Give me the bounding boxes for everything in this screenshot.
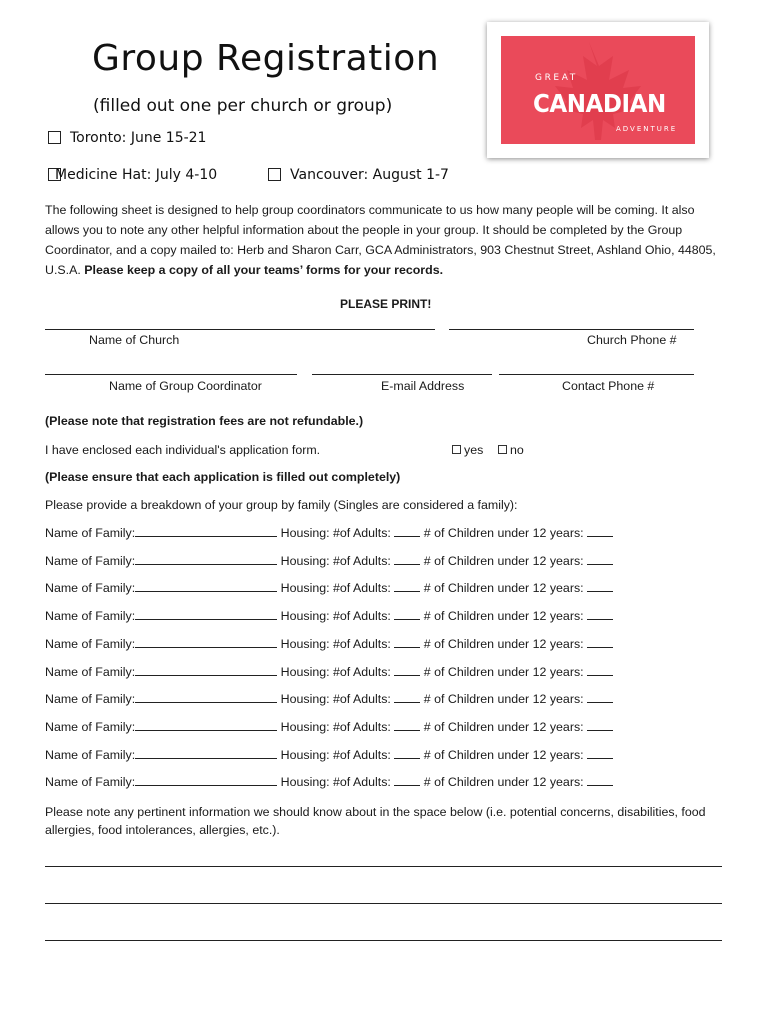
children-label: # of Children under 12 years:	[423, 526, 584, 540]
intro-bold-note: Please keep a copy of all your teams’ forms for your records.	[84, 263, 444, 277]
yes-label: yes	[464, 443, 484, 457]
no-label: no	[510, 443, 524, 457]
children-label: # of Children under 12 years:	[423, 692, 584, 707]
housing-adults-label: Housing: #of Adults:	[280, 747, 391, 762]
checkbox-toronto[interactable]	[48, 131, 61, 144]
email-label: E-mail Address	[381, 379, 465, 393]
children-label: # of Children under 12 years:	[423, 553, 584, 568]
family-name-label: Name of Family:	[45, 664, 136, 679]
adults-count-field[interactable]	[394, 609, 420, 620]
enclosed-question: I have enclosed each individual's application form.	[45, 443, 321, 457]
family-name-field[interactable]	[135, 581, 277, 592]
family-name-field[interactable]	[135, 720, 277, 731]
family-name-label: Name of Family:	[45, 553, 136, 568]
family-row	[45, 554, 613, 568]
children-label: # of Children under 12 years:	[423, 581, 584, 596]
housing-adults-label: Housing: #of Adults:	[280, 553, 391, 568]
family-name-label: Name of Family:	[45, 747, 136, 762]
enclosed-yes-option[interactable]	[452, 443, 483, 457]
family-name-field[interactable]	[135, 775, 277, 786]
logo-text-adventure: ADVENTURE	[616, 125, 678, 133]
great-canadian-adventure-logo	[487, 22, 709, 158]
housing-adults-label: Housing: #of Adults:	[280, 719, 391, 734]
logo-background	[501, 36, 695, 144]
location-option-medicine-hat[interactable]	[48, 167, 217, 183]
children-count-field[interactable]	[587, 609, 613, 620]
family-name-label: Name of Family:	[45, 526, 136, 540]
checkbox-vancouver[interactable]	[268, 168, 281, 181]
notes-line-3[interactable]	[45, 940, 722, 941]
children-label: # of Children under 12 years:	[423, 747, 584, 762]
church-name-label: Name of Church	[89, 333, 180, 347]
adults-count-field[interactable]	[394, 748, 420, 759]
family-name-label: Name of Family:	[45, 719, 136, 734]
adults-count-field[interactable]	[394, 581, 420, 592]
adults-count-field[interactable]	[394, 775, 420, 786]
family-name-field[interactable]	[135, 554, 277, 565]
family-row	[45, 637, 613, 651]
children-label: # of Children under 12 years:	[423, 719, 584, 734]
church-phone-field[interactable]	[449, 329, 694, 330]
church-name-field[interactable]	[45, 329, 435, 330]
family-row	[45, 581, 613, 595]
family-name-label: Name of Family:	[45, 692, 136, 707]
family-row	[45, 748, 613, 762]
family-name-field[interactable]	[135, 748, 277, 759]
notes-prompt: Please note any pertinent information we should know about in the space below (i.e. potential concerns, disabilities, food allergies, food intolerances, allergies, etc.).	[45, 805, 706, 837]
family-row	[45, 720, 613, 734]
checkbox-yes[interactable]	[452, 445, 461, 454]
adults-count-field[interactable]	[394, 526, 420, 537]
intro-paragraph	[45, 200, 725, 280]
family-name-label: Name of Family:	[45, 775, 136, 790]
family-name-label: Name of Family:	[45, 609, 136, 624]
contact-phone-label: Contact Phone #	[562, 379, 655, 393]
notes-line-1[interactable]	[45, 866, 722, 867]
housing-adults-label: Housing: #of Adults:	[280, 692, 391, 707]
page-subtitle: (filled out one per church or group)	[93, 96, 393, 116]
church-phone-label: Church Phone #	[587, 333, 677, 347]
housing-adults-label: Housing: #of Adults:	[280, 526, 391, 540]
family-name-label: Name of Family:	[45, 636, 136, 651]
logo-text-great: GREAT	[535, 73, 578, 83]
children-count-field[interactable]	[587, 526, 613, 537]
location-option-vancouver[interactable]	[268, 167, 449, 183]
family-name-field[interactable]	[135, 665, 277, 676]
location-option-toronto[interactable]	[48, 130, 206, 146]
family-row	[45, 526, 613, 540]
complete-note: (Please ensure that each application is filled out completely)	[45, 470, 401, 484]
email-field[interactable]	[312, 374, 492, 375]
children-count-field[interactable]	[587, 581, 613, 592]
breakdown-prompt: Please provide a breakdown of your group by family (Singles are considered a family):	[45, 498, 518, 512]
fee-note: (Please note that registration fees are not refundable.)	[45, 414, 364, 428]
adults-count-field[interactable]	[394, 554, 420, 565]
please-print-notice: PLEASE PRINT!	[340, 297, 432, 311]
children-count-field[interactable]	[587, 720, 613, 731]
children-count-field[interactable]	[587, 692, 613, 703]
page-title: Group Registration	[92, 38, 440, 79]
housing-adults-label: Housing: #of Adults:	[280, 609, 391, 624]
children-label: # of Children under 12 years:	[423, 775, 584, 790]
logo-text-canadian: CANADIAN	[533, 89, 666, 118]
family-name-label: Name of Family:	[45, 581, 136, 596]
location-label-toronto: Toronto: June 15-21	[70, 130, 207, 146]
children-count-field[interactable]	[587, 775, 613, 786]
family-row	[45, 665, 613, 679]
children-label: # of Children under 12 years:	[423, 609, 584, 624]
family-name-field[interactable]	[135, 692, 277, 703]
children-count-field[interactable]	[587, 665, 613, 676]
enclosed-no-option[interactable]	[498, 443, 524, 457]
adults-count-field[interactable]	[394, 637, 420, 648]
children-label: # of Children under 12 years:	[423, 664, 584, 679]
family-row	[45, 609, 613, 623]
children-count-field[interactable]	[587, 554, 613, 565]
children-label: # of Children under 12 years:	[423, 636, 584, 651]
coordinator-name-label: Name of Group Coordinator	[109, 379, 262, 393]
family-name-field[interactable]	[135, 637, 277, 648]
family-name-field[interactable]	[135, 526, 277, 537]
adults-count-field[interactable]	[394, 665, 420, 676]
intro-text: The following sheet is designed to help group coordinators communicate to us how many people will be coming. It also allows you to note any other helpful information about the people in your group. It should be completed by the Group Coordinator, and a copy mailed to: Herb and Sharon Carr, GCA Administrators, 903 Chestnut Street, Ashland Ohio, 44805, U.S.A.	[45, 203, 716, 277]
checkbox-no[interactable]	[498, 445, 507, 454]
children-count-field[interactable]	[587, 637, 613, 648]
adults-count-field[interactable]	[394, 720, 420, 731]
contact-phone-field[interactable]	[499, 374, 694, 375]
coordinator-name-field[interactable]	[45, 374, 297, 375]
housing-adults-label: Housing: #of Adults:	[280, 664, 391, 679]
family-row	[45, 692, 613, 706]
housing-adults-label: Housing: #of Adults:	[280, 581, 391, 596]
family-name-field[interactable]	[135, 609, 277, 620]
adults-count-field[interactable]	[394, 692, 420, 703]
family-row	[45, 775, 613, 789]
housing-adults-label: Housing: #of Adults:	[280, 775, 391, 790]
location-label-medicine-hat: Medicine Hat: July 4-10	[55, 167, 218, 183]
housing-adults-label: Housing: #of Adults:	[280, 636, 391, 651]
notes-line-2[interactable]	[45, 903, 722, 904]
children-count-field[interactable]	[587, 748, 613, 759]
location-label-vancouver: Vancouver: August 1-7	[290, 167, 449, 183]
